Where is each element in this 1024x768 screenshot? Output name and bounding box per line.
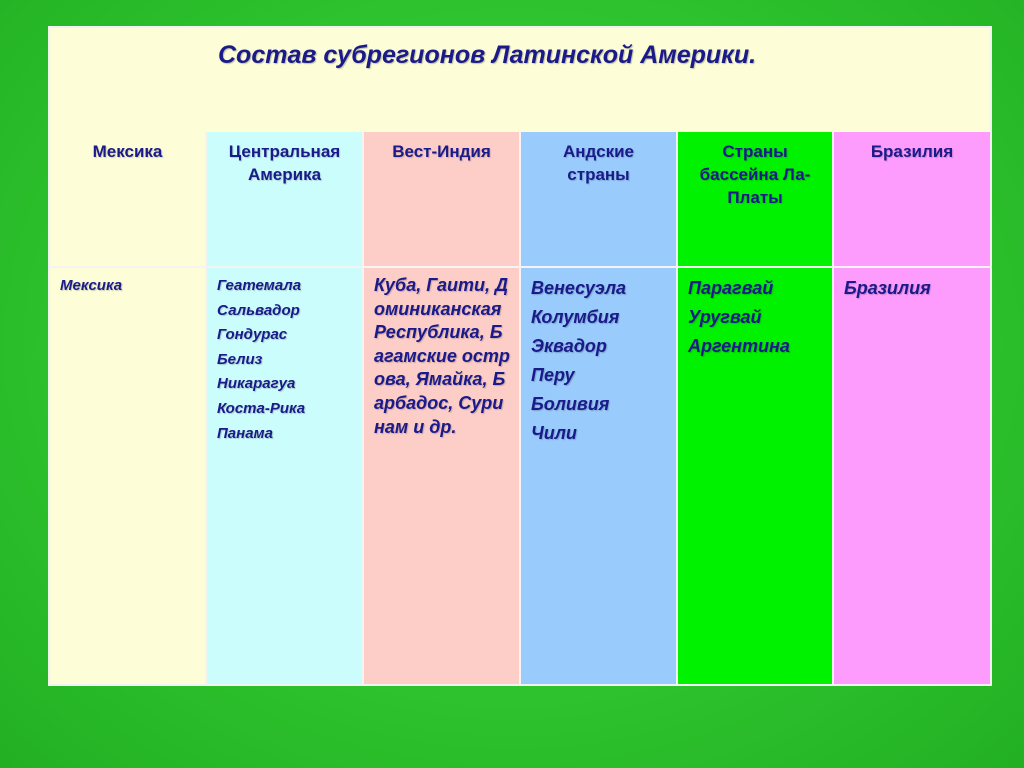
body-cell-west-indies — [364, 268, 521, 684]
header-cell-brazil — [834, 132, 990, 268]
list-item: Коста-Рика — [217, 399, 306, 417]
header-label: Бразилия — [870, 142, 954, 161]
slide-title: Состав субрегионов Латинской Америки. — [218, 41, 757, 69]
list-item: Уругвай — [688, 307, 762, 327]
header-cell-west-indies — [364, 132, 521, 268]
list-item: Гондурас — [217, 326, 288, 344]
list-item: Аргентина — [688, 336, 790, 356]
list-item: Перу — [531, 365, 575, 385]
header-label: Страны бассейна Ла-Платы — [699, 142, 811, 207]
body-cell-la-plata-countries — [678, 268, 834, 684]
list-item: Белиз — [217, 350, 263, 368]
header-cell-mexico — [50, 132, 207, 268]
list-item-text: Куба, Гаити, Доминиканская Республика, Багамские острова, Ямайка, Барбадос, Суринам и др. — [374, 275, 510, 437]
slide-frame — [48, 26, 992, 686]
header-label: Андские страны — [563, 142, 634, 184]
header-label: Вест-Индия — [392, 142, 491, 161]
list-item: Сальвадор — [217, 301, 300, 319]
list-item: Бразилия — [844, 278, 931, 298]
body-cell-andean-countries — [521, 268, 678, 684]
list-item: Мексика — [60, 277, 123, 294]
body-cell-central-america — [207, 268, 364, 684]
header-cell-andean-countries — [521, 132, 678, 268]
list-item: Венесуэла — [531, 278, 627, 298]
header-label: Мексика — [92, 142, 163, 161]
header-label: Центральная Америка — [228, 142, 341, 184]
body-cell-brazil — [834, 268, 990, 684]
country-list — [60, 274, 197, 299]
list-item: Боливия — [531, 394, 610, 414]
country-list — [844, 274, 982, 303]
header-cell-central-america — [207, 132, 364, 268]
country-list — [217, 274, 354, 446]
list-item: Панама — [217, 424, 273, 442]
body-cell-mexico — [50, 268, 207, 684]
country-list — [374, 274, 511, 439]
country-list — [688, 274, 824, 361]
list-item: Чили — [531, 423, 577, 443]
country-list — [531, 274, 668, 448]
subregions-table — [50, 132, 990, 684]
header-cell-la-plata-countries — [678, 132, 834, 268]
title-area — [50, 28, 990, 132]
list-item: Колумбия — [531, 307, 620, 327]
list-item: Никарагуа — [217, 375, 296, 393]
list-item: Геатемала — [217, 277, 302, 294]
list-item: Парагвай — [688, 278, 774, 298]
list-item — [374, 274, 511, 439]
list-item: Эквадор — [531, 336, 607, 356]
